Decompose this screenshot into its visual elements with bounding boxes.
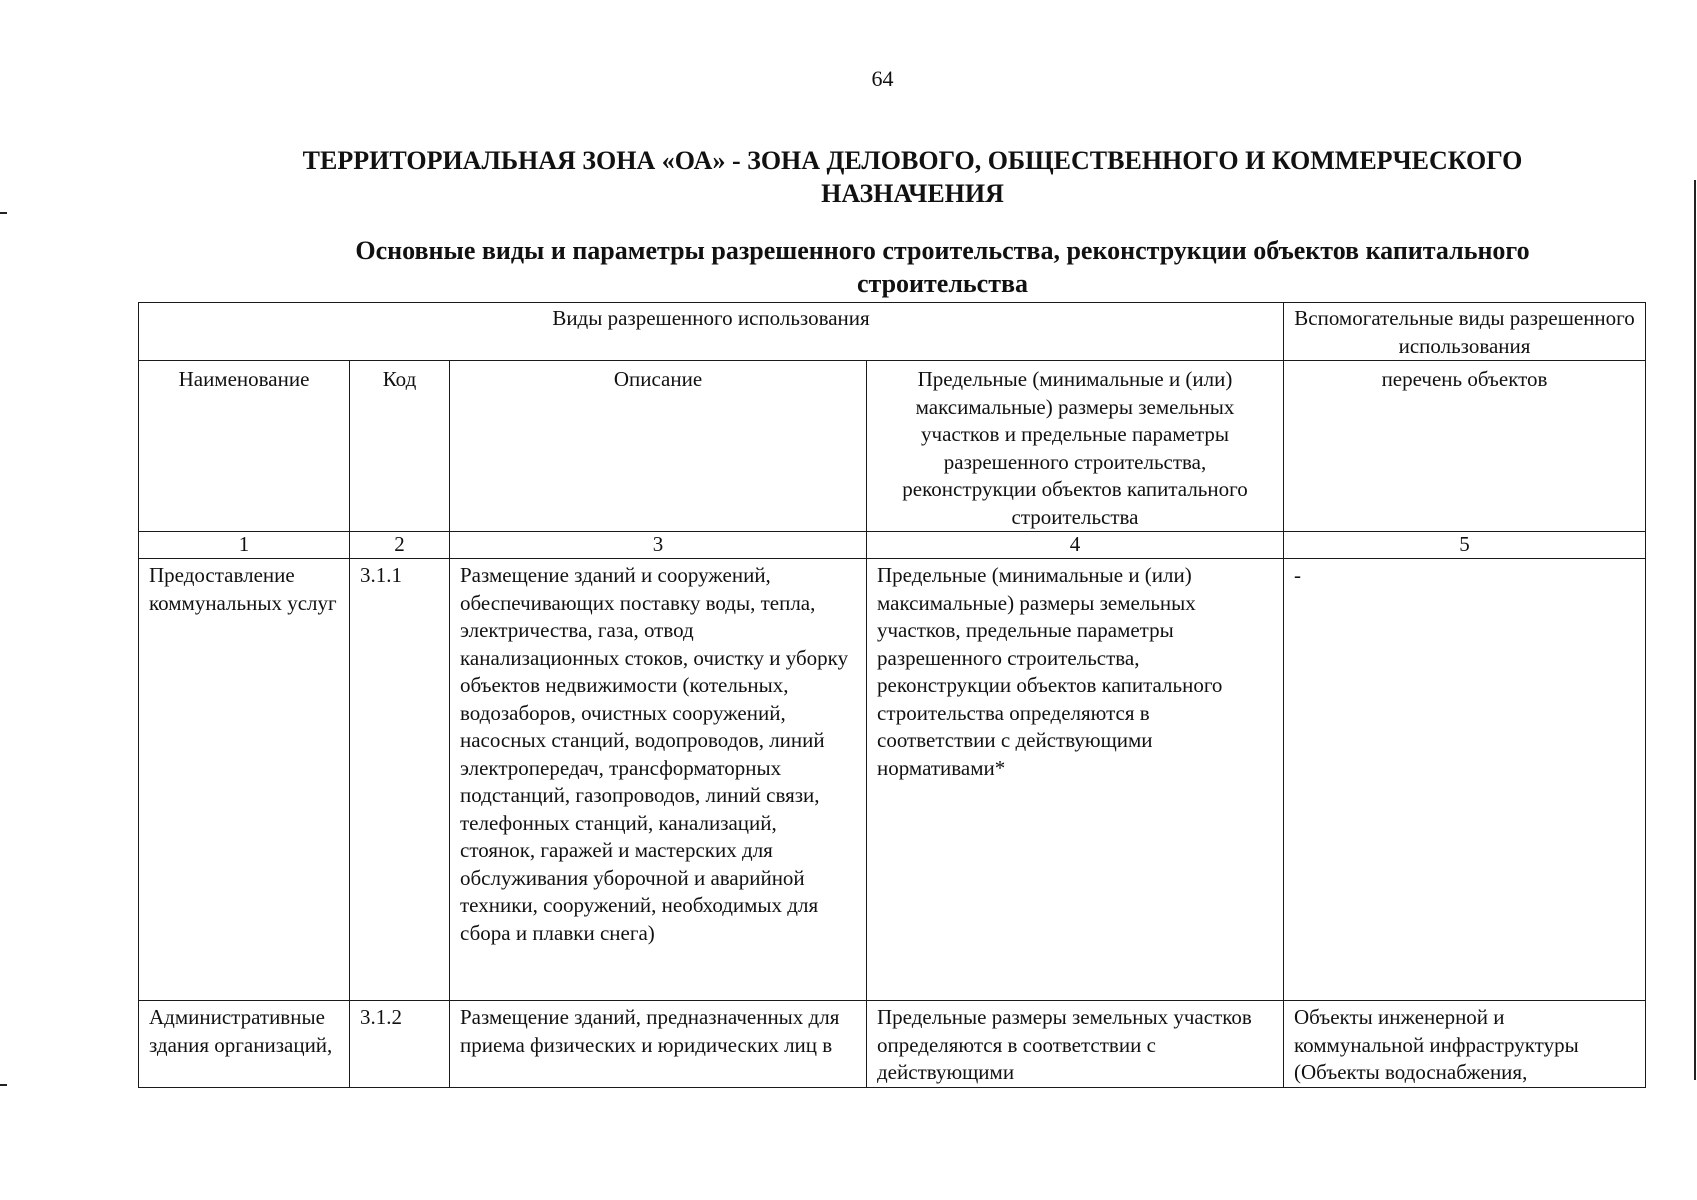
permitted-use-table <box>138 302 1646 1088</box>
table-row <box>139 1001 1646 1088</box>
group-header-auxiliary: Вспомогательные виды разрешенного использования <box>1284 303 1646 361</box>
row-code-cell: 3.1.1 <box>350 559 450 1001</box>
scan-margin-mark <box>0 1084 7 1086</box>
column-header-description: Описание <box>450 361 867 532</box>
table-column-header-row <box>139 361 1646 532</box>
column-number: 2 <box>350 532 450 559</box>
column-header-parameters: Предельные (минимальные и (или) максимальные) размеры земельных участков и предельные параметры разрешенного строительства, реконструкции объектов капитального строительства <box>867 361 1284 532</box>
scan-margin-mark <box>0 212 7 214</box>
row-description-cell: Размещение зданий и сооружений, обеспечивающих поставку воды, тепла, электричества, газа, отвод канализационных стоков, очистку и уборку объектов недвижимости (котельных, водозаборов, очистных сооружений, насосных станций, водопроводов, линий электропередач, трансформаторных подстанций, газопроводов, линий связи, телефонных станций, канализаций, стоянок, гаражей и мастерских для обслуживания уборочной и аварийной техники, сооружений, необходимых для сбора и плавки снега) <box>450 559 867 1001</box>
table-group-header-row <box>139 303 1646 361</box>
column-number: 4 <box>867 532 1284 559</box>
row-name-cell: Административные здания организаций, <box>139 1001 350 1088</box>
group-header-main: Виды разрешенного использования <box>139 303 1284 361</box>
column-number: 3 <box>450 532 867 559</box>
section-title: Основные виды и параметры разрешенного строительства, реконструкции объектов капитального строительства <box>355 236 1530 298</box>
row-description-cell: Размещение зданий, предназначенных для приема физических и юридических лиц в <box>450 1001 867 1088</box>
row-parameters-cell: Предельные размеры земельных участков определяются в соответствии с действующими <box>867 1001 1284 1088</box>
row-auxiliary-cell: - <box>1284 559 1646 1001</box>
row-name-cell: Предоставление коммунальных услуг <box>139 559 350 1001</box>
column-number: 5 <box>1284 532 1646 559</box>
zone-title: ТЕРРИТОРИАЛЬНАЯ ЗОНА «ОА» - ЗОНА ДЕЛОВОГО, ОБЩЕСТВЕННОГО И КОММЕРЧЕСКОГО НАЗНАЧЕНИЯ <box>302 146 1523 208</box>
column-header-name: Наименование <box>139 361 350 532</box>
table-row <box>139 559 1646 1001</box>
row-auxiliary-cell: Объекты инженерной и коммунальной инфраструктуры (Объекты водоснабжения, <box>1284 1001 1646 1088</box>
page-number: 64 <box>871 66 894 91</box>
row-parameters-cell: Предельные (минимальные и (или) максимальные) размеры земельных участков, предельные параметры разрешенного строительства, реконструкции объектов капитального строительства определяются в соответствии с действующими нормативами* <box>867 559 1284 1001</box>
column-header-code: Код <box>350 361 450 532</box>
scan-edge-line <box>1694 180 1696 1080</box>
column-header-objects: перечень объектов <box>1284 361 1646 532</box>
column-number-row <box>139 532 1646 559</box>
row-code-cell: 3.1.2 <box>350 1001 450 1088</box>
column-number: 1 <box>139 532 350 559</box>
